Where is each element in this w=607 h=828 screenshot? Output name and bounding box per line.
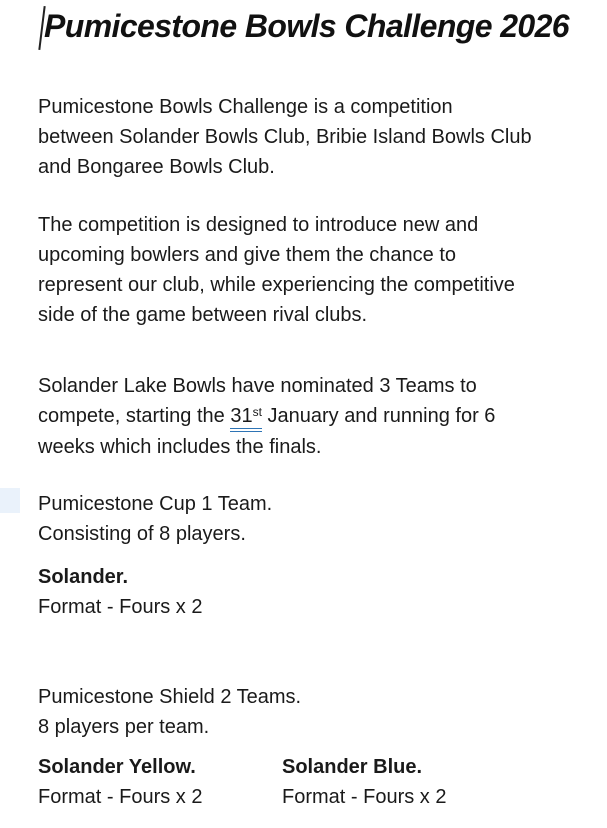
text-line (38, 401, 495, 432)
nomination-paragraph (38, 371, 495, 462)
text-segment: January and running for 6 (261, 405, 496, 427)
shield-team-format: Format - Fours x 2 (282, 786, 447, 808)
text-line: The competition is designed to introduce new and (38, 214, 479, 236)
shield-section-heading (38, 682, 301, 742)
cup-heading: Pumicestone Cup 1 Team. (38, 493, 273, 515)
shield-heading: Pumicestone Shield 2 Teams. (38, 686, 302, 708)
text-line: represent our club, while experiencing the competitive (38, 274, 515, 296)
text-line: between Solander Bowls Club, Bribie Island Bowls Club (38, 126, 532, 148)
text-line: Solander Lake Bowls have nominated 3 Teams to (38, 375, 477, 397)
shield-teams-row (38, 752, 526, 812)
cup-subheading: Consisting of 8 players. (38, 523, 246, 545)
text-line: weeks which includes the finals. (38, 436, 322, 458)
date-ordinal-superscript: st (252, 405, 262, 419)
cup-team-block (38, 562, 202, 622)
text-line: Pumicestone Bowls Challenge is a competition (38, 96, 453, 118)
text-line: upcoming bowlers and give them the chance to (38, 244, 457, 266)
shield-team-name: Solander Blue. (282, 756, 423, 778)
cup-section-heading (38, 489, 272, 549)
grammar-underlined-date[interactable] (230, 405, 262, 432)
text-segment: compete, starting the (38, 405, 231, 427)
date-day: 31 (230, 405, 253, 427)
margin-highlight-mark (0, 488, 20, 513)
shield-subheading: 8 players per team. (38, 716, 210, 738)
intro-paragraph (38, 92, 532, 182)
shield-team-name: Solander Yellow. (38, 756, 196, 778)
shield-team-blue (282, 752, 526, 812)
text-line: and Bongaree Bowls Club. (38, 156, 275, 178)
purpose-paragraph (38, 210, 515, 330)
shield-team-format: Format - Fours x 2 (38, 786, 203, 808)
document-title: Pumicestone Bowls Challenge 2026 (44, 8, 569, 44)
cup-team-format: Format - Fours x 2 (38, 596, 203, 618)
shield-team-yellow (38, 752, 282, 812)
cup-team-name: Solander. (38, 566, 129, 588)
text-line: side of the game between rival clubs. (38, 304, 368, 326)
